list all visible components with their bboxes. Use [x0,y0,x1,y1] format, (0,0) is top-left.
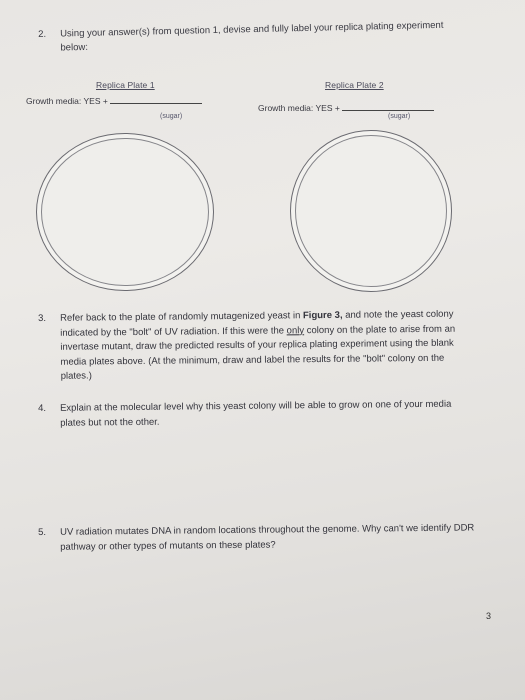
plate-1-sugar-label: (sugar) [160,113,183,120]
question-4-number: 4. [38,402,47,414]
only-emphasis: only [286,324,305,336]
plate-1-growth-media [26,96,202,106]
question-5-text: UV radiation mutates DNA in random locations throughout the genome. Why can't we identify DDR pathway or other types of mutants on these plates? [60,522,475,553]
replica-plate-1-title: Replica Plate 1 [96,80,155,90]
replica-plate-1-inner-rim [41,138,209,286]
question-4 [38,397,478,431]
question-3 [38,307,469,384]
plate-1-sugar-blank-line[interactable] [110,103,202,104]
question-3-text [60,307,469,384]
replica-plate-2-title: Replica Plate 2 [325,80,384,90]
figure-3-reference: Figure 3, [302,309,343,322]
plate-2-growth-media [258,103,434,113]
question-2-text: Using your answer(s) from question 1, devise and fully label your replica plating experiment below: [60,19,444,54]
replica-plate-2-inner-rim [295,135,447,287]
page-number: 3 [486,611,492,621]
replica-plate-1-dish[interactable] [36,133,214,291]
plate-2-media-label: Growth media: YES + [258,103,340,113]
question-3-text-part-1: Refer back to the plate of randomly mutagenized yeast in [60,310,304,324]
question-5-number: 5. [38,526,47,538]
question-5 [38,521,478,555]
question-3-text-part-2: and note the yeast colony indicated by the "bolt" of UV radiation. If this were the [60,308,454,339]
question-4-text: Explain at the molecular level why this yeast colony will be able to grow on one of your media plates but not the other. [60,398,452,429]
replica-plate-2-dish[interactable] [290,130,452,292]
question-3-number: 3. [38,312,47,324]
question-2-number: 2. [38,28,47,40]
question-3-text-part-3: colony on the plate to arise from an invertase mutant, draw the predicted results of your replica plating experiment using the blank media plates above. (At the minimum, draw and label the results for the "bolt" colony on the plates.) [60,323,456,383]
question-2 [38,18,459,56]
plate-1-media-label: Growth media: YES + [26,96,108,106]
plate-2-sugar-label: (sugar) [388,113,411,120]
plate-2-sugar-blank-line[interactable] [342,110,434,111]
